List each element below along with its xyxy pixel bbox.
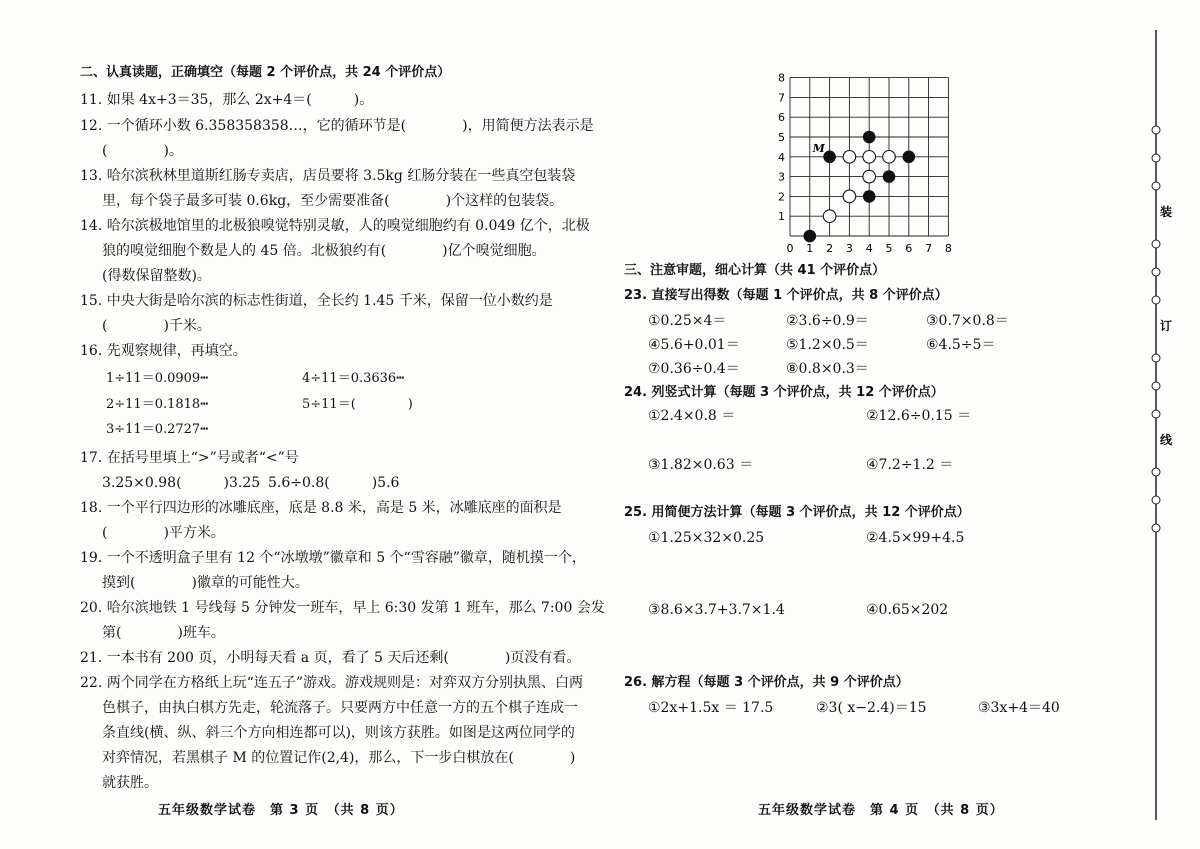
q24-item-2: ②12.6÷0.15 ＝ xyxy=(866,408,972,424)
question-14-line1: 14. 哈尔滨极地馆里的北极狼嗅觉特别灵敏，人的嗅觉细胞约有 0.049 亿个，北极 xyxy=(80,218,590,234)
binding-hole xyxy=(1152,354,1160,362)
binding-hole xyxy=(1152,296,1160,304)
white-stone xyxy=(883,151,896,164)
x-tick-label: 3 xyxy=(845,242,853,255)
q23-item-4: ④5.6+0.01＝ xyxy=(648,337,740,353)
question-18-line2: ( )平方米。 xyxy=(102,525,225,541)
x-tick-label: 1 xyxy=(806,242,814,255)
question-23: 23. 直接写出得数（每题 1 个评价点，共 8 个评价点） xyxy=(624,288,948,303)
question-17: 17. 在括号里填上“>”号或者“<”号 xyxy=(80,450,299,466)
q23-item-7: ⑦0.36÷0.4＝ xyxy=(648,361,740,377)
question-22-line4: 对弈情况，若黑棋子 M 的位置记作(2,4)，那么，下一步白棋放在( ) xyxy=(102,750,576,766)
question-18-line1: 18. 一个平行四边形的冰雕底座，底是 8.8 米，高是 5 米，冰雕底座的面积是 xyxy=(80,500,562,516)
q25-item-3: ③8.6×3.7+3.7×1.4 xyxy=(648,602,785,618)
white-stone xyxy=(823,210,836,223)
q23-item-5: ⑤1.2×0.5＝ xyxy=(786,337,869,353)
binding-margin xyxy=(1150,30,1180,830)
binding-char-ding: 订 xyxy=(1160,319,1173,333)
binding-hole xyxy=(1152,154,1160,162)
pattern-2: 2÷11＝0.1818┅ xyxy=(106,397,209,412)
binding-hole xyxy=(1152,182,1160,190)
q25-item-4: ④0.65×202 xyxy=(866,602,949,618)
q26-item-2: ②3( x−2.4)＝15 xyxy=(816,700,927,716)
stone-label-m: M xyxy=(812,141,825,155)
q23-item-8: ⑧0.8×0.3＝ xyxy=(786,361,869,377)
y-tick-label: 7 xyxy=(778,91,785,105)
x-tick-label: 2 xyxy=(826,242,834,255)
x-tick-label: 6 xyxy=(905,242,913,255)
x-tick-label: 5 xyxy=(885,242,893,255)
question-22-line5: 就获胜。 xyxy=(102,775,158,791)
y-tick-label: 5 xyxy=(778,131,785,144)
question-14-line2: 狼的嗅觉细胞个数是人的 45 倍。北极狼约有( )亿个嗅觉细胞。 xyxy=(102,243,546,259)
white-stone xyxy=(863,151,876,164)
pattern-3: 3÷11＝0.2727┅ xyxy=(106,422,209,437)
question-12-line2: ( )。 xyxy=(102,143,183,159)
binding-hole xyxy=(1152,410,1160,418)
q25-item-2: ②4.5×99+4.5 xyxy=(866,530,965,546)
q24-item-1: ①2.4×0.8 ＝ xyxy=(648,408,736,424)
question-20-line1: 20. 哈尔滨地铁 1 号线每 5 分钟发一班车，早上 6:30 发第 1 班车，那么 7:00 会发 xyxy=(80,600,605,616)
binding-hole xyxy=(1152,496,1160,504)
x-tick-label: 7 xyxy=(925,242,933,255)
q25-item-1: ①1.25×32×0.25 xyxy=(648,530,765,546)
x-tick-label: 8 xyxy=(944,242,952,255)
question-12-line1: 12. 一个循环小数 6.358358358…，它的循环节是( )，用简便方法表示是 xyxy=(80,118,594,134)
binding-hole xyxy=(1152,268,1160,276)
q26-item-3: ③3x+4＝40 xyxy=(978,700,1060,716)
y-tick-label: 1 xyxy=(778,210,785,224)
question-15-line2: ( )千米。 xyxy=(102,318,211,334)
black-stone xyxy=(804,230,817,243)
binding-hole xyxy=(1152,240,1160,248)
black-stone xyxy=(883,170,896,183)
white-stone xyxy=(843,151,856,164)
black-stone xyxy=(903,151,916,164)
black-stone xyxy=(863,131,876,144)
q24-item-3: ③1.82×0.63 ＝ xyxy=(648,457,754,473)
q26-item-1: ①2x+1.5x ＝ 17.5 xyxy=(648,700,774,716)
gomoku-board xyxy=(775,68,965,256)
question-15-line1: 15. 中央大街是哈尔滨的标志性街道，全长约 1.45 千米，保留一位小数约是 xyxy=(80,293,553,309)
question-16: 16. 先观察规律，再填空。 xyxy=(80,343,247,359)
binding-hole xyxy=(1152,524,1160,532)
question-24: 24. 列竖式计算（每题 3 个评价点，共 12 个评价点） xyxy=(624,385,944,400)
x-tick-label: 0 xyxy=(786,242,794,255)
page-footer-right: 五年级数学试卷 第 4 页 （共 8 页） xyxy=(758,803,1004,818)
x-tick-label: 4 xyxy=(865,242,873,255)
question-22-line3: 条直线(横、纵、斜三个方向相连都可以)，则该方获胜。如图是这两位同学的 xyxy=(102,725,575,741)
question-14-line3: (得数保留整数)。 xyxy=(102,268,211,284)
q23-item-1: ①0.25×4＝ xyxy=(648,313,727,329)
y-tick-label: 2 xyxy=(778,190,785,204)
white-stone xyxy=(863,170,876,183)
black-stone xyxy=(863,190,876,203)
question-22-line1: 22. 两个同学在方格纸上玩“连五子”游戏。游戏规则是：对弈双方分别执黑、白两 xyxy=(80,675,584,691)
pattern-1: 1÷11＝0.0909┅ xyxy=(106,371,209,386)
binding-hole xyxy=(1152,126,1160,134)
question-17a: 3.25×0.98( )3.25 xyxy=(102,475,261,491)
black-stone xyxy=(823,151,836,164)
question-19-line1: 19. 一个不透明盒子里有 12 个“冰墩墩”徽章和 5 个“雪容融”徽章，随机摸一个， xyxy=(80,550,586,566)
question-11: 11. 如果 4x+3＝35，那么 2x+4＝( )。 xyxy=(80,92,374,108)
y-tick-label: 8 xyxy=(778,71,785,85)
y-tick-label: 3 xyxy=(778,170,785,184)
question-20-line2: 第( )班车。 xyxy=(102,625,225,641)
page-footer-left: 五年级数学试卷 第 3 页 （共 8 页） xyxy=(158,803,404,818)
binding-char-xian: 线 xyxy=(1160,433,1173,447)
question-26: 26. 解方程（每题 3 个评价点，共 9 个评价点） xyxy=(624,675,909,690)
q23-item-6: ⑥4.5÷5＝ xyxy=(926,337,996,353)
q23-item-3: ③0.7×0.8＝ xyxy=(926,313,1009,329)
white-stone xyxy=(843,190,856,203)
binding-hole xyxy=(1152,382,1160,390)
question-21: 21. 一本书有 200 页，小明每天看 a 页，看了 5 天后还剩( )页没有看。 xyxy=(80,650,581,666)
binding-hole xyxy=(1152,468,1160,476)
pattern-4: 4÷11＝0.3636┅ xyxy=(302,371,405,386)
y-tick-label: 6 xyxy=(778,111,785,125)
binding-char-zhuang: 装 xyxy=(1160,205,1173,219)
y-tick-label: 4 xyxy=(778,150,785,164)
question-25: 25. 用简便方法计算（每题 3 个评价点，共 12 个评价点） xyxy=(624,505,970,520)
question-17b: 5.6÷0.8( )5.6 xyxy=(268,475,400,491)
q23-item-2: ②3.6÷0.9＝ xyxy=(786,313,869,329)
question-13-line2: 里，每个袋子最多可装 0.6kg，至少需要准备( )个这样的包装袋。 xyxy=(102,193,564,209)
pattern-5: 5÷11＝( ) xyxy=(302,397,413,412)
q24-item-4: ④7.2÷1.2 ＝ xyxy=(866,457,954,473)
section-2-heading: 二、认真读题，正确填空（每题 2 个评价点，共 24 个评价点） xyxy=(80,65,451,80)
question-19-line2: 摸到( )徽章的可能性大。 xyxy=(102,575,309,591)
section-3-heading: 三、注意审题，细心计算（共 41 个评价点） xyxy=(624,263,886,278)
question-22-line2: 色棋子，由执白棋方先走，轮流落子。只要两方中任意一方的五个棋子连成一 xyxy=(102,700,578,716)
question-13-line1: 13. 哈尔滨秋林里道斯红肠专卖店，店员要将 3.5kg 红肠分装在一些真空包装袋 xyxy=(80,168,576,184)
